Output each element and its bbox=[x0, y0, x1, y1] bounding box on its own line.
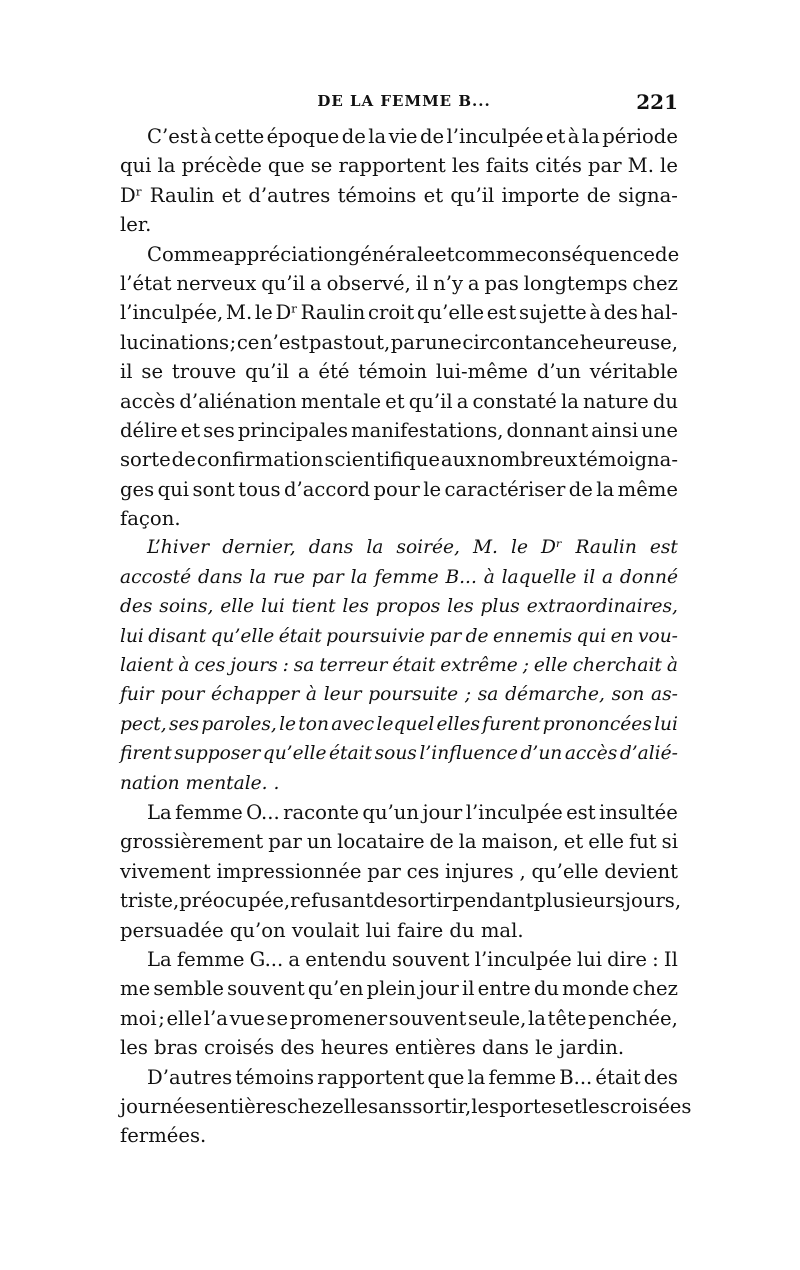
text-line: ler. bbox=[120, 213, 152, 237]
text-line: les bras croisés des heures entières dans le jardin. bbox=[120, 1036, 625, 1060]
text-line: grossièrement par un locataire de la maison, et elle fut si bbox=[120, 830, 678, 854]
text-line: lui disant qu’elle était poursuivie par de ennemis qui en vou- bbox=[120, 625, 678, 647]
text-line: vivement impressionnée par ces injures , qu’elle devient bbox=[120, 859, 678, 883]
text-line: triste, préocupée, refusant de sortir pendant plusieurs jours, bbox=[120, 889, 682, 913]
text-line: lucinations ; ce n’est pas tout, par une circontance heureuse, bbox=[120, 330, 678, 354]
text-line: l’état nerveux qu’il a observé, il n’y a pas longtemps chez bbox=[120, 271, 678, 295]
text-line: qui la précède que se rapportent les faits cités par M. le bbox=[120, 154, 678, 178]
running-head bbox=[130, 92, 678, 116]
text-line: me semble souvent qu’en plein jour il entre du monde chez bbox=[120, 977, 678, 1001]
text-line: firent supposer qu’elle était sous l’influence d’un accès d’alié- bbox=[120, 743, 678, 765]
page-number: 221 bbox=[636, 90, 678, 114]
text-line: il se trouve qu’il a été témoin lui-même d’un véritable bbox=[120, 360, 678, 384]
text-line: façon. bbox=[120, 507, 181, 531]
text-line: laient à ces jours : sa terreur était extrême ; elle cherchait à bbox=[120, 655, 678, 677]
text-line: accès d’aliénation mentale et qu’il a constaté la nature du bbox=[120, 389, 678, 413]
text-line: Dʳ Raulin et d’autres témoins et qu’il importe de signa- bbox=[120, 183, 678, 207]
text-line: C’est à cette époque de la vie de l’inculpée et à la période bbox=[147, 125, 678, 148]
text-line: sorte de confirmation scientifique aux nombreux témoigna- bbox=[120, 448, 678, 472]
text-line: accosté dans la rue par la femme B... à laquelle il a donné bbox=[120, 566, 678, 588]
text-line: pect, ses paroles, le ton avec lequel elles furent prononcées lui bbox=[120, 713, 678, 735]
text-line: moi ; elle l’a vue se promener souvent seule, la tête penchée, bbox=[120, 1006, 678, 1030]
text-line: Comme appréciation générale et comme conséquence de bbox=[147, 242, 680, 266]
text-line: La femme G... a entendu souvent l’inculpée lui dire : Il bbox=[147, 947, 678, 971]
text-line: La femme O... raconte qu’un jour l’inculpée est insultée bbox=[147, 800, 678, 824]
text-line: fuir pour échapper à leur poursuite ; sa démarche, son as- bbox=[120, 684, 678, 706]
text-line: L’hiver dernier, dans la soirée, M. le Dʳ Raulin est bbox=[147, 537, 678, 559]
running-title: DE LA FEMME B... bbox=[317, 92, 491, 110]
text-line: persuadée qu’on voulait lui faire du mal. bbox=[120, 918, 524, 942]
text-line: l’inculpée, M. le Dʳ Raulin croit qu’elle est sujette à des hal- bbox=[120, 301, 678, 325]
text-line: D’autres témoins rapportent que la femme B... était des bbox=[147, 1065, 678, 1089]
text-line: nation mentale. . bbox=[120, 772, 280, 794]
text-line: fermées. bbox=[120, 1124, 207, 1148]
text-line: des soins, elle lui tient les propos les plus extraordinaires, bbox=[120, 596, 678, 618]
text-line: ges qui sont tous d’accord pour le caractériser de la même bbox=[120, 477, 678, 501]
text-line: délire et ses principales manifestations, donnant ainsi une bbox=[120, 418, 678, 442]
page-body bbox=[120, 122, 692, 1151]
text-line: journées entières chez elle sans sortir, les portes et les croisées bbox=[120, 1094, 692, 1118]
